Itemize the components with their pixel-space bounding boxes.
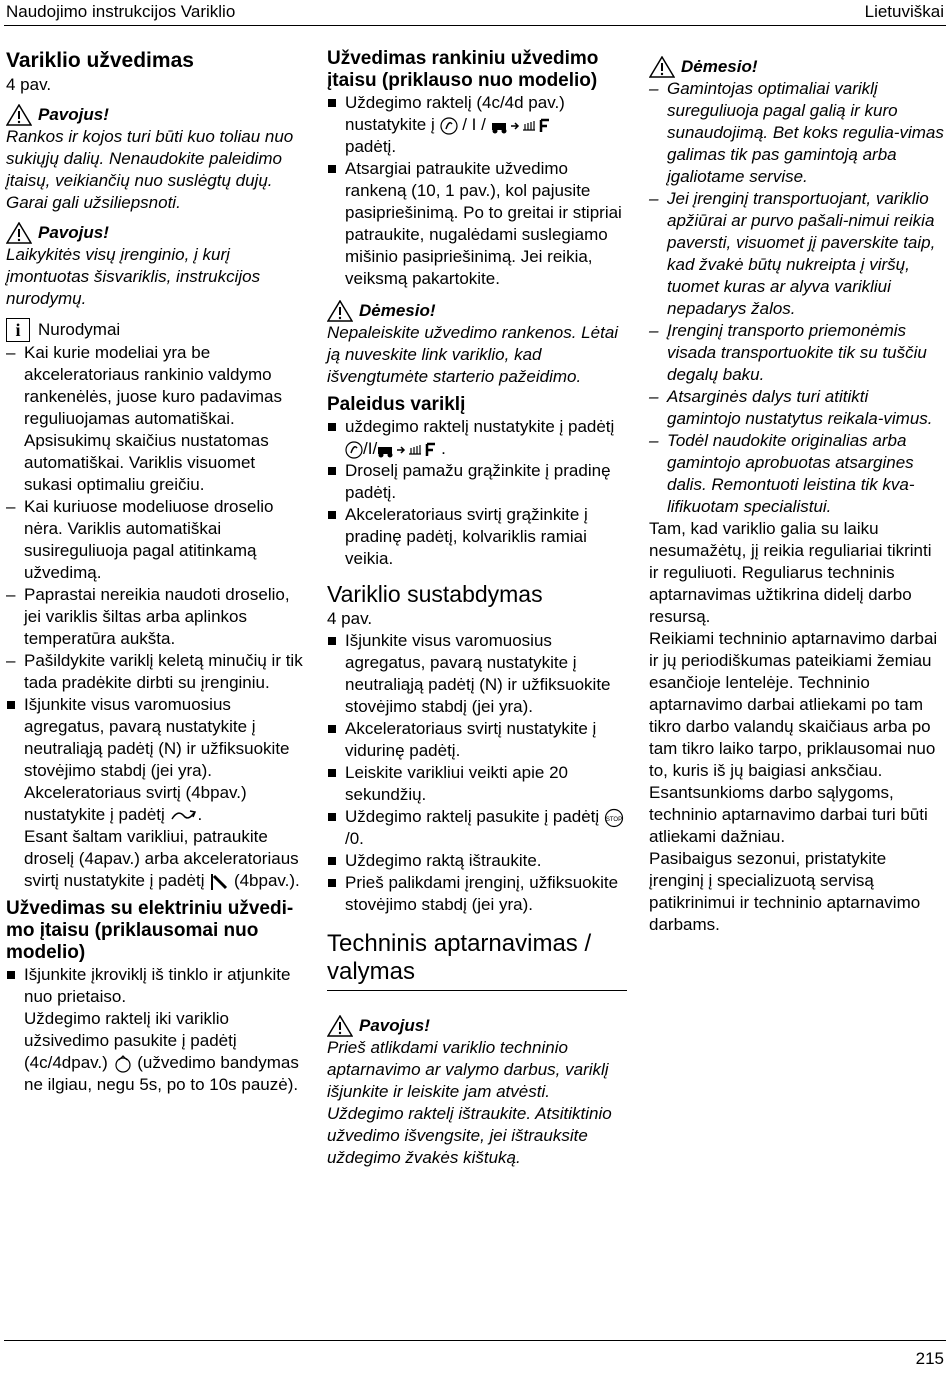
step-text: Akceleratoriaus svirtį (4bpav.) nustatykite į padėtį bbox=[24, 783, 247, 824]
header-divider bbox=[4, 25, 946, 26]
throttle-full-icon bbox=[209, 872, 229, 892]
list-item: Uždegimo raktą ištraukite. bbox=[327, 850, 627, 872]
step-list bbox=[327, 92, 627, 290]
caution-heading bbox=[327, 300, 627, 322]
list-item: Akceleratoriaus svirtį nustatykite į vidurinę padėtį. bbox=[327, 718, 627, 762]
danger-text: Laikykitės visų įrenginio, į kurį įmontuotas šisvariklis, instrukcijos nurodymų. bbox=[6, 245, 261, 308]
section-title-engine-start: Variklio užvedimas bbox=[6, 49, 194, 72]
section-divider bbox=[327, 990, 627, 991]
caution-label: Dėmesio! bbox=[681, 57, 758, 76]
danger-text: Prieš atlikdami variklio techninio aptarnavimo ar valymo darbus, variklį išjunkite ir leiskite jam atvėsti. Uždegimo raktelį ištraukite. Atsitiktinio užvedimo išvengsite, jei ištrauksite uždegimo žvakės kištuką. bbox=[327, 1038, 612, 1167]
list-item: Leiskite varikliui veikti apie 20 sekundžių. bbox=[327, 762, 627, 806]
note-heading bbox=[6, 318, 306, 342]
list-item: Išjunkite visus varomuosius agregatus, pavarą nustatykite į neutraliąją padėtį (N) ir užfiksuokite stovėjimo stabdį (jei yra). bbox=[6, 694, 306, 782]
step-text: Esant šaltam varikliui, patraukite droselį (4apav.) arba akceleratoriaus svirtį nustatykite į padėtį bbox=[24, 827, 299, 890]
stop-key-icon bbox=[604, 808, 624, 828]
step-text: padėtį. bbox=[345, 137, 397, 156]
step-text: . bbox=[197, 805, 203, 824]
page-header bbox=[0, 0, 950, 26]
column-left bbox=[6, 48, 306, 1096]
danger-label: Pavojus! bbox=[38, 105, 109, 124]
choke-symbol-icon bbox=[170, 807, 198, 825]
subsection-title-electric-start: Užvedimas su elektriniu užvedi-mo įtaisu (priklausomai nuo modelio) bbox=[6, 898, 294, 963]
step-continuation bbox=[6, 1008, 306, 1096]
danger-text: Rankos ir kojos turi būti kuo toliau nuo sukiųjų dalių. Nenaudokite paleidimo įtaisų, veikiančių nuo suslėgtų dujų. Garai gali užsiliepsnoti. bbox=[6, 127, 294, 212]
list-item: – Jei įrenginį transportuojant, variklio apžiūrai ar purvo pašali-nimui reikia paversti, visuomet jį paverskite taip, kad žvakė būtų nukreipta į viršų, tuomet kuras ar alyva varikliui nepadarys žalos. bbox=[649, 188, 945, 320]
warning-triangle-icon bbox=[327, 1015, 353, 1037]
caution-text: Nepaleiskite užvedimo rankenos. Lėtai ją nuveskite link variklio, kad išvengtumėte starterio pažeidimo. bbox=[327, 323, 619, 386]
list-item: Prieš palikdami įrenginį, užfiksuokite stovėjimo stabdį (jei yra). bbox=[327, 872, 627, 916]
svg-text:STOP: STOP bbox=[605, 816, 623, 823]
key-position-symbols: / I / bbox=[462, 115, 486, 134]
section-title-manual-start: Užvedimas rankiniu užvedimo įtaisu (priklauso nuo modelio) bbox=[327, 48, 599, 91]
choke-key-icon bbox=[345, 440, 363, 460]
step-text: /0. bbox=[345, 829, 364, 848]
info-icon: i bbox=[6, 318, 30, 342]
mower-run-icon bbox=[491, 118, 555, 134]
list-item: Droselį pamažu grąžinkite į pradinę padėtį. bbox=[327, 460, 627, 504]
body-paragraph: Reikiami techninio aptarnavimo darbai ir jų periodiškumas pateikiami žemiau esančioje lentelėje. Techninio aptarnavimo darbai atliekami po tam tikro darbo valandų skaičiaus arba po tam tikro laiko tarpo, priklausomai nuo to, kuris iš jų baigiasi anksčiau. bbox=[649, 629, 938, 780]
footer-divider bbox=[4, 1340, 946, 1341]
list-item bbox=[327, 92, 627, 158]
danger-heading bbox=[327, 1015, 627, 1037]
list-item: Išjunkite visus varomuosius agregatus, pavarą nustatykite į neutraliąją padėtį (N) ir užfiksuokite stovėjimo stabdį (jei yra). bbox=[327, 630, 627, 718]
column-right bbox=[649, 48, 945, 936]
column-middle bbox=[327, 48, 627, 1169]
danger-label: Pavojus! bbox=[359, 1016, 430, 1035]
danger-heading bbox=[6, 222, 306, 244]
note-label: Nurodymai bbox=[38, 320, 121, 339]
danger-heading bbox=[6, 104, 306, 126]
step-list bbox=[6, 964, 306, 1008]
step-list bbox=[327, 416, 627, 570]
section-title-engine-stop: Variklio sustabdymas bbox=[327, 581, 543, 607]
danger-label: Pavojus! bbox=[38, 223, 109, 242]
list-item: – Kai kuriuose modeliuose droselio nėra. Variklis automatiškai susireguliuoja pagal atitinkamą užvedimą. bbox=[6, 496, 306, 584]
step-text: (4bpav.). bbox=[233, 871, 300, 890]
list-item: – Gamintojas optimaliai variklį sureguliuoja pagal galią ir kuro sunaudojimą. Bet koks regulia-vimas galimas tik pas gamintoją arba įgaliotame servise. bbox=[649, 78, 945, 188]
body-paragraph: Esantsunkioms darbo sąlygoms, techninio aptarnavimo darbai turi būti atliekami dažniau. bbox=[649, 783, 928, 846]
step-text: . bbox=[441, 439, 446, 458]
list-item: – Įrenginį transporto priemonėmis visada transportuokite tik su tuščiu degalų baku. bbox=[649, 320, 945, 386]
mower-run-icon bbox=[377, 442, 441, 458]
list-item: Atsargiai patraukite užvedimo rankeną (10, 1 pav.), kol pajusite pasipriešinimą. Po to greitai ir stipriai patraukite, nugalėdami suslegiamo mišinio pasipriešinimą. Jei reikia, veiksmą pakartokite. bbox=[327, 158, 627, 290]
choke-key-icon bbox=[440, 116, 458, 136]
list-item: – Todėl naudokite originalias arba gamintojo aprobuotas atsargines dalis. Remontuoti leistina tik kva-lifikuotam specialistui. bbox=[649, 430, 945, 518]
body-paragraph: Tam, kad variklio galia su laiku nesumažėtų, jį reikia reguliariai tikrinti ir reguliuoti. Reguliarus techninis aptarnavimas užtikrina didelį darbo resursą. bbox=[649, 519, 932, 626]
step-list bbox=[6, 694, 306, 782]
key-position-symbols: /I/ bbox=[363, 439, 378, 458]
list-item: – Paprastai nereikia naudoti droselio, jei variklis šiltas arba aplinkos temperatūra aukšta. bbox=[6, 584, 306, 650]
list-item bbox=[327, 806, 627, 850]
step-continuation bbox=[6, 782, 306, 826]
list-item: Akceleratoriaus svirtį grąžinkite į pradinę padėtį, kolvariklis ramiai veikia. bbox=[327, 504, 627, 570]
step-text: Uždegimo raktelį iki variklio užsivedimo pasukite į padėtį (4c/4dpav.) bbox=[24, 1009, 237, 1072]
list-item bbox=[327, 416, 627, 460]
warning-triangle-icon bbox=[6, 222, 32, 244]
subsection-title-release: Paleidus variklį bbox=[327, 394, 466, 415]
body-paragraph: Pasibaigus sezonui, pristatykite įrenginį į specializuotą servisą patikrinimui ir techninio aptarnavimo darbams. bbox=[649, 849, 921, 934]
step-text: (užvedimo bandymas ne ilgiau, negu 5s, po to 10s pauzė). bbox=[24, 1053, 299, 1094]
step-list bbox=[327, 630, 627, 916]
header-language: Lietuviškai bbox=[864, 2, 944, 21]
list-item: – Pašildykite variklį keletą minučių ir tik tada pradėkite dirbti su įrenginiu. bbox=[6, 650, 306, 694]
caution-label: Dėmesio! bbox=[359, 301, 436, 320]
figure-ref: 4 pav. bbox=[327, 609, 373, 628]
step-continuation bbox=[6, 826, 306, 892]
step-text: uždegimo raktelį nustatykite į padėtį bbox=[345, 417, 615, 436]
warning-triangle-icon bbox=[6, 104, 32, 126]
list-item: Išjunkite įkroviklį iš tinklo ir atjunkite nuo prietaiso. bbox=[6, 964, 306, 1008]
start-key-icon bbox=[113, 1054, 133, 1074]
caution-heading bbox=[649, 56, 945, 78]
section-title-maintenance: Techninis aptarnavimas / valymas bbox=[327, 930, 592, 985]
warning-triangle-icon bbox=[649, 56, 675, 78]
step-text: Uždegimo raktelį (4c/4d pav.) nustatykite į bbox=[345, 93, 565, 134]
list-item: – Kai kurie modeliai yra be akceleratoriaus rankinio valdymo rankenėlės, juose kuro padavimas reguliuojamas automatiškai. Apsisukimų skaičius nustatomas automatiškai. Variklis visuomet sukasi optimaliu greičiu. bbox=[6, 342, 306, 496]
caution-list bbox=[649, 78, 945, 518]
step-text: Uždegimo raktelį pasukite į padėtį bbox=[345, 807, 600, 826]
page-number: 215 bbox=[915, 1349, 944, 1368]
figure-ref: 4 pav. bbox=[6, 75, 52, 94]
header-title: Naudojimo instrukcijos Variklio bbox=[6, 2, 236, 21]
list-item: – Atsarginės dalys turi atitikti gamintojo nustatytus reikala-vimus. bbox=[649, 386, 945, 430]
warning-triangle-icon bbox=[327, 300, 353, 322]
note-list bbox=[6, 342, 306, 694]
